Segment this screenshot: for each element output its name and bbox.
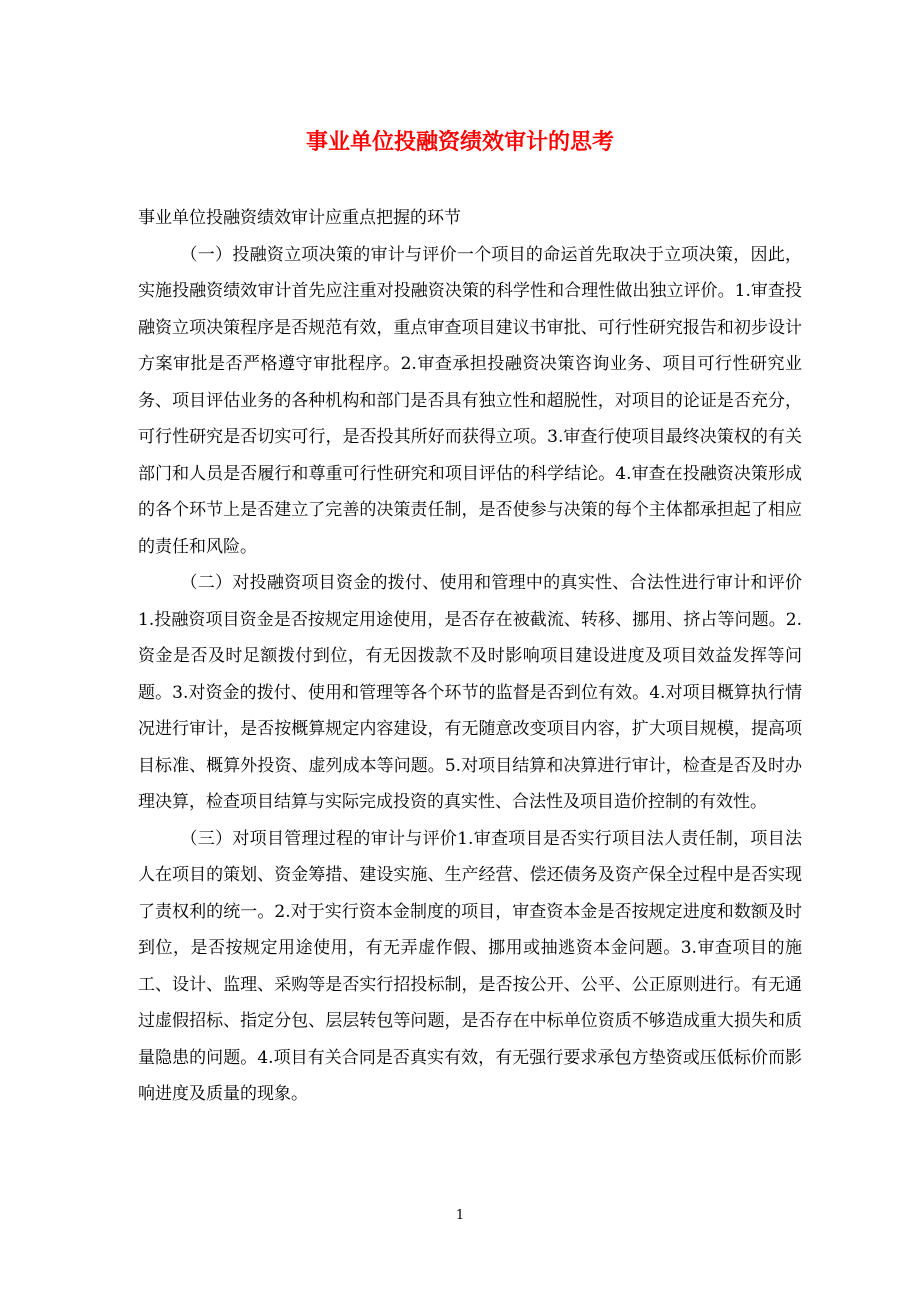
document-title: 事业单位投融资绩效审计的思考: [305, 129, 614, 155]
paragraph-3: （三）对项目管理过程的审计与评价1.审查项目是否实行项目法人责任制，项目法人在项目的策划、资金筹措、建设实施、生产经营、偿还债务及资产保全过程中是否实现了责权利的统一。2.对于实行资本金制度的项目，审查资本金是否按规定进度和数额及时到位，是否按规定用途使用，有无弄虚作假、挪用或抽逃资本金问题。3.审查项目的施工、设计、监理、采购等是否实行招投标制，是否按公开、公平、公正原则进行。有无通过虚假招标、指定分包、层层转包等问题，是否存在中标单位资质不够造成重大损失和质量隐患的问题。4.项目有关合同是否真实有效，有无强行要求承包方垫资或压低标价而影响进度及质量的现象。: [138, 828, 802, 1104]
paragraph-1: （一）投融资立项决策的审计与评价一个项目的命运首先取决于立项决策，因此，实施投融资绩效审计首先应注重对投融资决策的科学性和合理性做出独立评价。1.审查投融资立项决策程序是否规范有效，重点审查项目建议书审批、可行性研究报告和初步设计方案审批是否严格遵守审批程序。2.审查承担投融资决策咨询业务、项目可行性研究业务、项目评估业务的各种机构和部门是否具有独立性和超脱性，对项目的论证是否充分，可行性研究是否切实可行，是否投其所好而获得立项。3.审查行使项目最终决策权的有关部门和人员是否履行和尊重可行性研究和项目评估的科学结论。4.审查在投融资决策形成的各个环节上是否建立了完善的决策责任制，是否使参与决策的每个主体都承担起了相应的责任和风险。: [138, 244, 802, 557]
page-number: 1: [455, 1208, 465, 1223]
document-body: [138, 200, 802, 1113]
section-heading: 事业单位投融资绩效审计应重点把握的环节: [138, 208, 461, 228]
paragraph-2: （二）对投融资项目资金的拨付、使用和管理中的真实性、合法性进行审计和评价1.投融资项目资金是否按规定用途使用，是否存在被截流、转移、挪用、挤占等问题。2.资金是否及时足额拨付到位，有无因拨款不及时影响项目建设进度及项目效益发挥等问题。3.对资金的拨付、使用和管理等各个环节的监督是否到位有效。4.对项目概算执行情况进行审计，是否按概算规定内容建设，有无随意改变项目内容，扩大项目规模，提高项目标准、概算外投资、虚列成本等问题。5.对项目结算和决算进行审计，检查是否及时办理决算，检查项目结算与实际完成投资的真实性、合法性及项目造价控制的有效性。: [138, 573, 802, 812]
